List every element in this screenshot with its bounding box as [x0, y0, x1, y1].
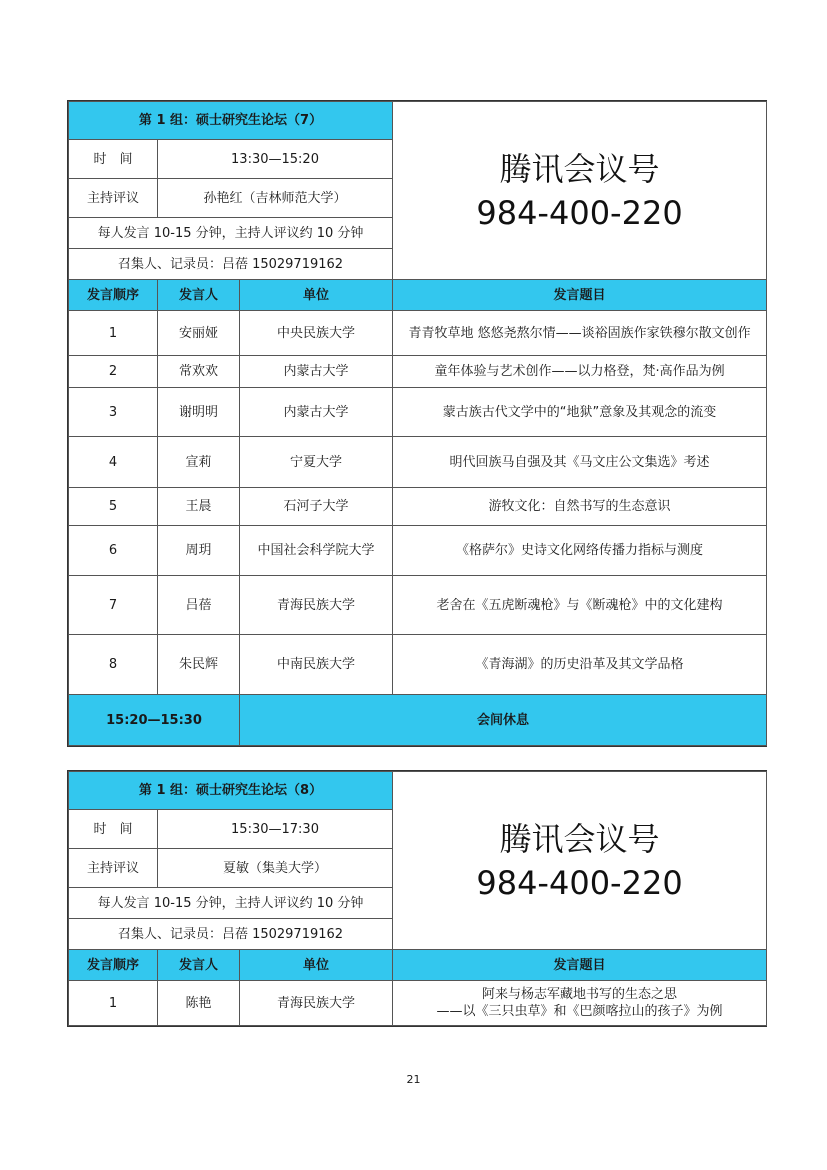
header-order: 发言顺序 [69, 950, 158, 981]
host-label: 主持评议 [69, 179, 158, 218]
row-speaker: 宣莉 [158, 437, 240, 488]
row-order: 3 [69, 388, 158, 437]
row-speaker: 王晨 [158, 488, 240, 526]
table-row [69, 576, 767, 635]
header-order: 发言顺序 [69, 280, 158, 311]
row-topic-line1: 阿来与杨志军藏地书写的生态之思 [482, 987, 678, 1002]
row-topic: 蒙古族古代文学中的“地狱”意象及其观念的流变 [393, 388, 767, 437]
table-row [69, 488, 767, 526]
meeting-number: 984-400-220 [476, 863, 683, 902]
row-unit: 内蒙古大学 [240, 388, 393, 437]
row-unit: 石河子大学 [240, 488, 393, 526]
break-row [69, 695, 767, 746]
row-speaker: 朱民辉 [158, 635, 240, 695]
table-row [69, 311, 767, 356]
speaking-rule: 每人发言 10-15 分钟，主持人评议约 10 分钟 [69, 218, 393, 249]
table-row [69, 635, 767, 695]
row-order: 1 [69, 311, 158, 356]
row-topic [393, 981, 767, 1026]
meeting-number: 984-400-220 [476, 193, 683, 232]
table-row [69, 388, 767, 437]
row-order: 8 [69, 635, 158, 695]
meeting-info [393, 102, 767, 280]
time-label: 时 间 [69, 810, 158, 849]
row-topic: 老舍在《五虎断魂枪》与《断魂枪》中的文化建构 [393, 576, 767, 635]
time-label: 时 间 [69, 140, 158, 179]
convener: 召集人、记录员：吕蓓 15029719162 [69, 919, 393, 950]
time-value: 15:30—17:30 [158, 810, 393, 849]
break-time: 15:20—15:30 [69, 695, 240, 746]
row-speaker: 安丽娅 [158, 311, 240, 356]
session-title: 第 1 组：硕士研究生论坛（7） [69, 102, 393, 140]
row-order: 6 [69, 526, 158, 576]
meeting-info [393, 772, 767, 950]
table-row [69, 356, 767, 388]
speaking-rule: 每人发言 10-15 分钟，主持人评议约 10 分钟 [69, 888, 393, 919]
header-topic: 发言题目 [393, 950, 767, 981]
convener: 召集人、记录员：吕蓓 15029719162 [69, 249, 393, 280]
row-order: 7 [69, 576, 158, 635]
row-topic-line2: ——以《三只虫草》和《巴颜喀拉山的孩子》为例 [436, 1004, 723, 1019]
time-value: 13:30—15:20 [158, 140, 393, 179]
row-speaker: 周玥 [158, 526, 240, 576]
row-topic: 青青牧草地 悠悠尧熬尔情——谈裕固族作家铁穆尔散文创作 [393, 311, 767, 356]
session-title: 第 1 组：硕士研究生论坛（8） [69, 772, 393, 810]
row-order: 4 [69, 437, 158, 488]
session-table-7 [67, 100, 767, 747]
row-unit: 中央民族大学 [240, 311, 393, 356]
row-unit: 青海民族大学 [240, 981, 393, 1026]
host-label: 主持评议 [69, 849, 158, 888]
host-value: 夏敏（集美大学） [158, 849, 393, 888]
host-value: 孙艳红（吉林师范大学） [158, 179, 393, 218]
row-speaker: 吕蓓 [158, 576, 240, 635]
table-row [69, 526, 767, 576]
page-number: 21 [406, 1073, 421, 1086]
header-unit: 单位 [240, 950, 393, 981]
row-topic: 《青海湖》的历史沿革及其文学品格 [393, 635, 767, 695]
row-order: 2 [69, 356, 158, 388]
session-table-8 [67, 770, 767, 1027]
row-unit: 中国社会科学院大学 [240, 526, 393, 576]
row-unit: 宁夏大学 [240, 437, 393, 488]
row-order: 1 [69, 981, 158, 1026]
row-speaker: 陈艳 [158, 981, 240, 1026]
row-speaker: 谢明明 [158, 388, 240, 437]
row-unit: 青海民族大学 [240, 576, 393, 635]
row-topic: 《格萨尔》史诗文化网络传播力指标与测度 [393, 526, 767, 576]
row-unit: 中南民族大学 [240, 635, 393, 695]
table-row [69, 981, 767, 1026]
break-label: 会间休息 [240, 695, 767, 746]
row-order: 5 [69, 488, 158, 526]
header-speaker: 发言人 [158, 950, 240, 981]
header-topic: 发言题目 [393, 280, 767, 311]
row-topic: 童年体验与艺术创作——以力格登，梵·高作品为例 [393, 356, 767, 388]
table-row [69, 437, 767, 488]
header-speaker: 发言人 [158, 280, 240, 311]
meeting-label: 腾讯会议号 [499, 819, 660, 858]
row-topic: 明代回族马自强及其《马文庄公文集选》考述 [393, 437, 767, 488]
row-speaker: 常欢欢 [158, 356, 240, 388]
meeting-label: 腾讯会议号 [499, 149, 660, 188]
row-unit: 内蒙古大学 [240, 356, 393, 388]
row-topic: 游牧文化：自然书写的生态意识 [393, 488, 767, 526]
header-unit: 单位 [240, 280, 393, 311]
